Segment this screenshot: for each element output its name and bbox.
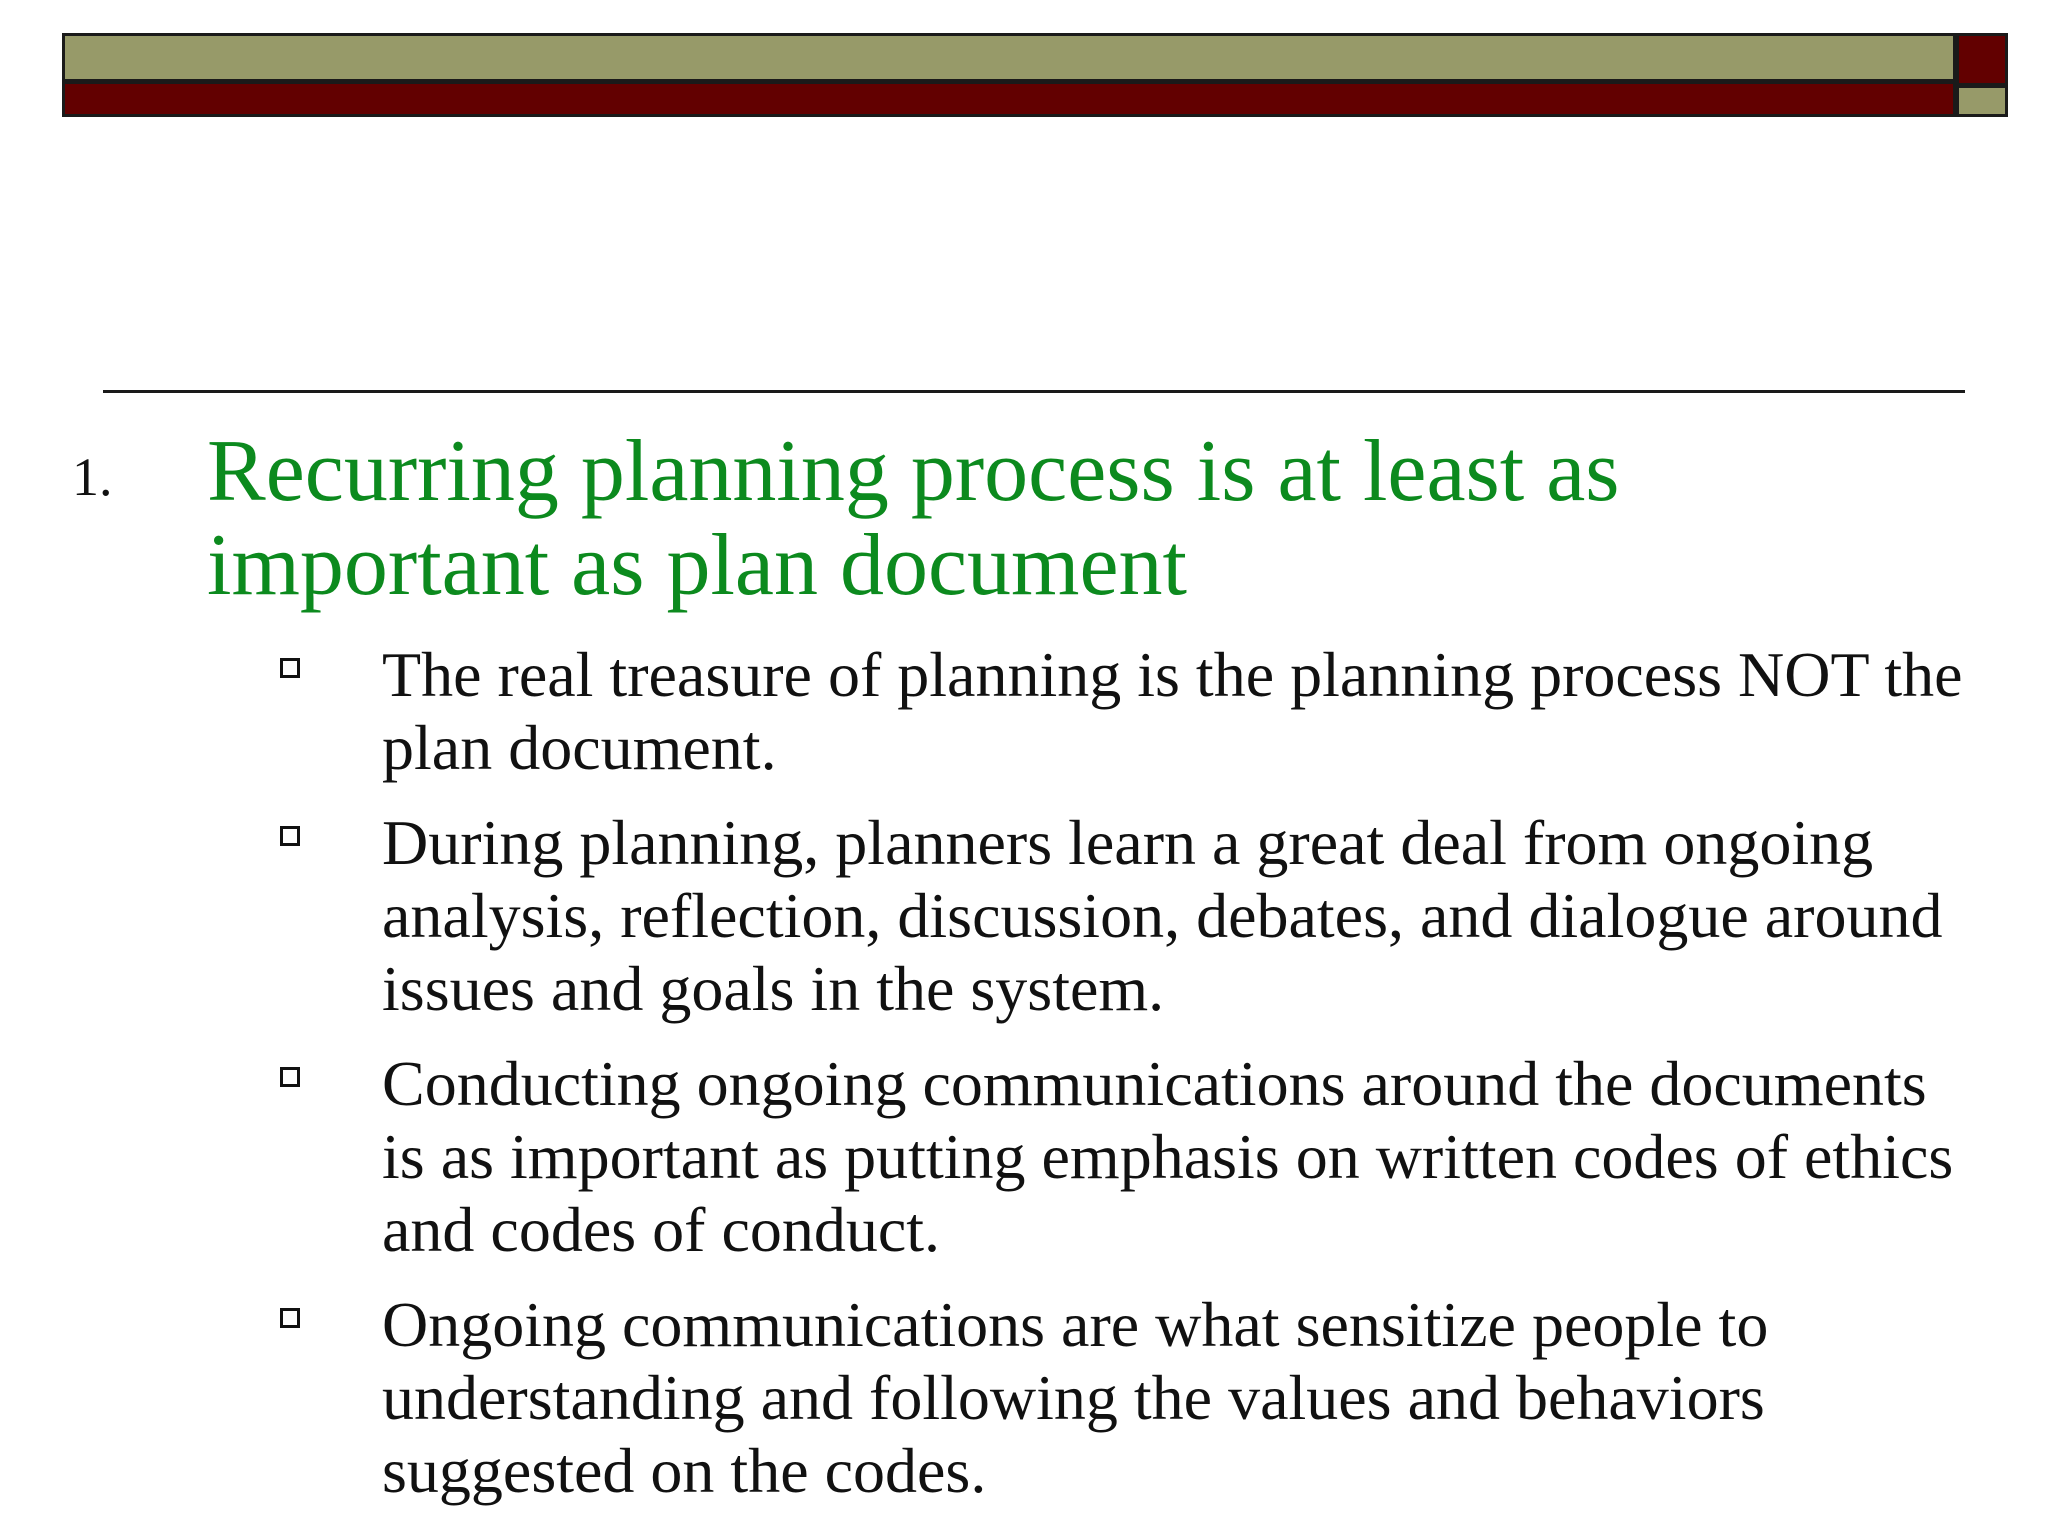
header-bar-olive [62,33,1956,82]
bullet-item [280,1047,1980,1266]
title-divider-line [103,390,1965,393]
bullet-text: During planning, planners learn a great deal from ongoing analysis, reflection, discussion, debates, and dialogue around issues and goals in the system. [382,807,1943,1024]
bullet-item [280,638,1980,784]
header-corner-square-maroon [1956,33,2008,86]
hollow-square-icon [280,826,300,846]
header-bar-maroon [62,81,1956,117]
hollow-square-icon [280,658,300,678]
slide-heading: Recurring planning process is at least as important as plan document [207,423,1620,614]
header-corner-square-olive [1956,85,2008,117]
heading-number: 1. [72,447,113,507]
hollow-square-icon [280,1308,300,1328]
bullet-item [280,806,1980,1025]
bullet-text: The real treasure of planning is the planning process NOT the plan document. [382,639,1963,783]
bullet-text: Ongoing communications are what sensitize people to understanding and following the values and behaviors suggested on the codes. [382,1289,1769,1506]
bullet-list [280,638,1980,1529]
hollow-square-icon [280,1067,300,1087]
bullet-item [280,1288,1980,1507]
bullet-text: Conducting ongoing communications around the documents is as important as putting emphasis on written codes of ethics and codes of conduct. [382,1048,1954,1265]
